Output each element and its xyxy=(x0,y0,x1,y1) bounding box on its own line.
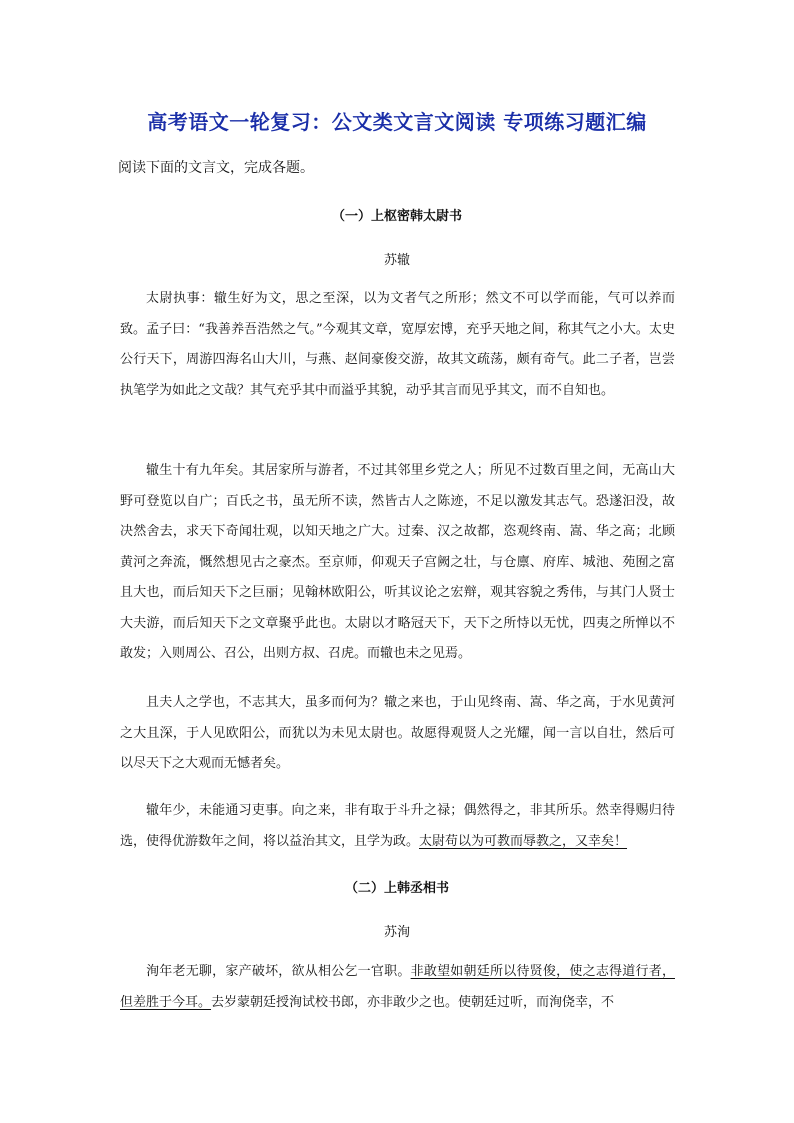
section-1-paragraph-3 xyxy=(120,688,675,780)
paragraph-text-continued: 去岁蒙朝廷授洵试校书郎，亦非敢少之也。使朝廷过听，而洵侥幸，不 xyxy=(211,994,615,1010)
underlined-sentence: 太尉苟以为可教而辱教之，又幸矣！ xyxy=(419,833,628,849)
section-2-heading: （二）上韩丞相书 xyxy=(344,881,449,896)
section-1-paragraph-2 xyxy=(120,456,675,670)
paragraph-text: 太尉执事：辙生好为文，思之至深，以为文者气之所形；然文不可以学而能，气可以养而致。孟子曰：“我善养吾浩然之气。”今观其文章，宽厚宏博，充乎天地之间，称其气之小大。太史公行天下，周游四海名山大川，与燕、赵间豪俊交游，故其文疏荡，颇有奇气。此二子者，岂尝执笔学为如此之文哉？其气充乎其中而溢乎其貌，动乎其言而见乎其文，而不自知也。 xyxy=(120,291,675,398)
instructions: 阅读下面的文言文，完成各题。 xyxy=(118,160,314,176)
underlined-sentence: 非敢望如朝廷所以待贤俊，使之志得道行者，但差胜于今耳。 xyxy=(120,964,675,1010)
section-1-author: 苏辙 xyxy=(383,253,410,268)
paragraph-text: 辙生十有九年矣。其居家所与游者，不过其邻里乡党之人；所见不过数百里之间，无高山大野可登览以自广；百氏之书，虽无所不读，然皆古人之陈迹，不足以激发其志气。恐遂汩没，故决然舍去，求天下奇闻壮观，以知天地之广大。过秦、汉之故都，恣观终南、嵩、华之高；北顾黄河之奔流，慨然想见古之豪杰。至京师，仰观天子宫阙之壮，与仓廪、府库、城池、苑囿之富且大也，而后知天下之巨丽；见翰林欧阳公，听其议论之宏辩，观其容貌之秀伟，与其门人贤士大夫游，而后知天下之文章聚乎此也。太尉以才略冠天下，天下之所恃以无忧，四夷之所惮以不敢发；入则周公、召公，出则方叔、召虎。而辙也未之见焉。 xyxy=(120,463,675,661)
section-1-heading: （一）上枢密韩太尉书 xyxy=(331,209,462,224)
paragraph-text: 洵年老无聊，家产破坏，欲从相公乞一官职。 xyxy=(146,964,411,979)
paragraph-text: 且夫人之学也，不志其大，虽多而何为？辙之来也，于山见终南、嵩、华之高，于水见黄河之大且深，于人见欧阳公，而犹以为未见太尉也。故愿得观贤人之光耀，闻一言以自壮，然后可以尽天下之大观而无憾者矣。 xyxy=(120,695,675,771)
section-2-author: 苏洵 xyxy=(383,925,410,940)
section-1-paragraph-1 xyxy=(120,284,675,406)
page-title: 高考语文一轮复习：公文类文言文阅读 专项练习题汇编 xyxy=(147,110,647,134)
section-2-paragraph-1 xyxy=(120,957,675,1018)
paragraph-text: 辙年少，未能通习吏事。向之来，非有取于斗升之禄；偶然得之，非其所乐。然幸得赐归待选，使得优游数年之间，将以益治其文，且学为政。 xyxy=(120,803,675,849)
section-1-paragraph-4 xyxy=(120,796,675,857)
